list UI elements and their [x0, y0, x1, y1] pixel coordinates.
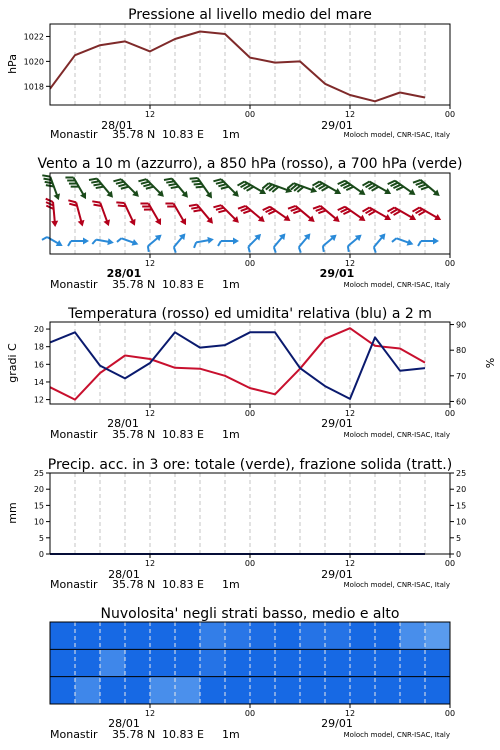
cloud-cell: [125, 622, 151, 650]
wind-arrow-head: [207, 236, 214, 244]
x-tick-label: 00: [444, 709, 456, 718]
y-tick-label: 1020: [23, 57, 44, 67]
wind-barb: [392, 234, 415, 249]
humidity-ylabel: %: [483, 357, 496, 369]
location-elev: 1m: [222, 278, 240, 291]
x-tick-label: 00: [244, 259, 256, 268]
y-tick-label: 25: [33, 469, 44, 478]
wind-barb: [363, 202, 393, 226]
cloud-cell: [125, 677, 151, 705]
x-tick-label: 00: [244, 110, 256, 119]
wind-barb: [338, 202, 368, 227]
wind-arrow-head: [83, 238, 89, 245]
cloud-cell: [250, 622, 276, 650]
precip-footer: [50, 568, 450, 591]
location-name: Monastir: [50, 278, 98, 291]
wind-barb: [418, 238, 439, 247]
location-lon: 10.83 E: [162, 728, 204, 741]
wind-barb: [42, 172, 62, 203]
model-credit: Moloch model, CNR-ISAC, Italy: [343, 581, 450, 589]
cloud-cell: [325, 677, 351, 705]
wind-arrow-feather: [418, 241, 421, 246]
wind-barb: [138, 174, 166, 202]
cloud-cell: [375, 649, 401, 677]
wind-barb: [42, 232, 64, 250]
y-tick-label: 20: [456, 485, 467, 495]
cloud-cell: [250, 649, 276, 677]
pressure-line: [50, 32, 425, 102]
wind-barb: [140, 198, 164, 228]
y-tick-label: 5: [38, 533, 44, 543]
cloud-cell: [425, 677, 451, 705]
y-tick-label: 15: [456, 501, 467, 511]
cloud-cell: [225, 677, 251, 705]
wind-arrow-feather: [92, 239, 96, 244]
humidity-y-ticks: [450, 321, 466, 407]
y-tick-label: 5: [456, 533, 462, 543]
x-tick-label: 12: [144, 259, 156, 268]
cloud-cell: [175, 622, 201, 650]
y-tick-label: 1022: [23, 32, 44, 42]
cloud-cell: [75, 622, 101, 650]
wind-arrow-feather: [272, 247, 278, 253]
clouds-panel: [50, 606, 455, 741]
date-label-1: 28/01: [106, 267, 142, 280]
wind-barb-head: [103, 219, 112, 227]
wind-barb: [313, 201, 342, 228]
wind-barbs: [42, 172, 443, 253]
precip-y-ticks: [34, 469, 50, 559]
precip-frame: [50, 473, 450, 554]
precip-gridlines: [75, 473, 425, 554]
temperature-humidity-series: [50, 328, 425, 399]
location-elev: 1m: [222, 578, 240, 591]
wind-barb-head: [180, 218, 189, 227]
temperature-y-ticks: [34, 325, 50, 405]
y-tick-label: 18: [33, 342, 44, 352]
pressure-ylabel: hPa: [6, 54, 19, 74]
temperature-ylabel: gradi C: [6, 343, 19, 383]
cloud-cell: [275, 677, 301, 705]
wind-barb: [164, 173, 191, 202]
wind-barb: [388, 202, 418, 226]
wind-barb: [213, 174, 241, 202]
pressure-time-axis: [145, 105, 455, 119]
y-tick-label: 1018: [23, 82, 44, 92]
x-tick-label: 00: [244, 709, 256, 718]
temperature-footer: [50, 417, 450, 441]
cloud-cell: [100, 677, 126, 705]
cloud-cell: [150, 677, 176, 705]
wind-barb: [68, 198, 86, 229]
location-lat: 35.78 N: [112, 278, 156, 291]
wind-barb: [338, 176, 368, 201]
location-lat: 35.78 N: [112, 578, 156, 591]
y-tick-label: 15: [33, 501, 44, 511]
pressure-y-ticks: [24, 32, 50, 91]
wind-arrow-head: [107, 238, 114, 246]
wind-arrow-feather: [372, 247, 378, 253]
precip-ylabel: mm: [6, 502, 19, 524]
cloud-cell: [200, 649, 226, 677]
wind-time-axis: [145, 254, 455, 268]
cloud-cell: [50, 649, 76, 677]
y-tick-label: 20: [33, 325, 44, 335]
y-tick-label: 25: [456, 469, 467, 478]
cloud-cell: [150, 622, 176, 650]
wind-barb: [369, 231, 389, 253]
wind-barb: [193, 236, 215, 248]
y-tick-label: 10: [33, 517, 44, 527]
wind-barb-head: [129, 219, 138, 227]
cloud-cell: [75, 649, 101, 677]
wind-barb: [116, 198, 138, 229]
wind-arrow-feather: [246, 247, 252, 253]
cloud-cell: [400, 622, 426, 650]
model-credit: Moloch model, CNR-ISAC, Italy: [343, 131, 450, 139]
wind-barb: [318, 232, 340, 252]
wind-barb: [92, 236, 114, 248]
wind-barb-head: [53, 193, 62, 201]
wind-barb-head: [334, 188, 343, 197]
model-credit: Moloch model, CNR-ISAC, Italy: [343, 281, 450, 289]
date-label-1: 28/01: [108, 568, 140, 581]
wind-barb: [413, 202, 443, 226]
location-lon: 10.83 E: [162, 428, 204, 441]
cloud-cell: [75, 677, 101, 705]
location-elev: 1m: [222, 428, 240, 441]
y-tick-label: 14: [33, 377, 44, 387]
clouds-time-axis: [145, 704, 455, 718]
clouds-footer: [50, 717, 450, 741]
wind-barb: [413, 175, 442, 202]
wind-barb-head: [384, 214, 393, 223]
wind-barb: [313, 176, 343, 200]
wind-arrow-feather: [42, 236, 47, 242]
pressure-series: [50, 32, 425, 102]
wind-barb: [269, 231, 289, 253]
x-tick-label: 00: [444, 259, 456, 268]
cloud-cell: [375, 677, 401, 705]
cloud-cell: [225, 649, 251, 677]
cloud-cell: [375, 622, 401, 650]
x-tick-label: 12: [144, 110, 156, 119]
wind-arrow-feather: [68, 241, 71, 246]
location-lon: 10.83 E: [162, 578, 204, 591]
cloud-cell: [325, 622, 351, 650]
cloud-cell: [175, 649, 201, 677]
location-lon: 10.83 E: [162, 278, 204, 291]
pressure-title: Pressione al livello medio del mare: [128, 7, 372, 23]
wind-barb: [189, 199, 216, 228]
cloud-cell: [350, 677, 376, 705]
wind-arrow-feather: [172, 247, 178, 253]
x-tick-label: 12: [344, 259, 356, 268]
y-tick-label: 0: [456, 550, 462, 559]
temperature-panel: [6, 306, 496, 441]
wind-barb: [218, 238, 239, 247]
cloud-cell: [250, 677, 276, 705]
model-credit: Moloch model, CNR-ISAC, Italy: [343, 431, 450, 439]
wind-arrow-head: [433, 238, 439, 245]
temperature-frame: [50, 322, 450, 404]
cloud-cell: [200, 677, 226, 705]
precip-panel: [6, 457, 466, 591]
wind-barb: [288, 179, 319, 199]
y-tick-label: 10: [456, 517, 467, 527]
wind-barb: [68, 238, 89, 247]
x-tick-label: 00: [444, 110, 456, 119]
model-credit: Moloch model, CNR-ISAC, Italy: [343, 731, 450, 739]
wind-barb-head: [310, 186, 318, 195]
cloud-cell: [100, 649, 126, 677]
wind-arrow-feather: [392, 237, 397, 243]
wind-arrow-feather: [193, 242, 197, 247]
pressure-gridlines: [75, 24, 425, 105]
wind-arrow-head: [132, 239, 140, 248]
x-tick-label: 12: [144, 559, 156, 568]
temperature-title: Temperatura (rosso) ed umidita' relativa (blu) a 2 m: [68, 306, 432, 322]
wind-barb: [288, 201, 317, 228]
wind-arrow-head: [407, 239, 415, 248]
precip-time-axis: [145, 554, 455, 568]
cloud-cell: [50, 677, 76, 705]
cloud-cell: [425, 649, 451, 677]
wind-footer: [50, 267, 450, 291]
wind-barb-head: [155, 218, 164, 227]
wind-barb: [244, 231, 265, 252]
temperature-gridlines: [75, 322, 425, 404]
date-label-1: 28/01: [108, 717, 140, 730]
precip-y-ticks-right: [450, 469, 466, 559]
wind-barb-head: [409, 214, 418, 223]
wind-barb-head: [80, 192, 89, 201]
wind-arrow-feather: [297, 247, 303, 253]
cloud-cell: [300, 649, 326, 677]
y-tick-label: 12: [33, 395, 44, 405]
wind-barb-head: [434, 214, 443, 223]
y-tick-label: 0: [38, 550, 44, 559]
date-label-2: 29/01: [321, 417, 353, 430]
temperature-time-axis: [145, 404, 455, 418]
cloud-cell: [275, 622, 301, 650]
cloud-cell: [350, 649, 376, 677]
x-tick-label: 12: [344, 709, 356, 718]
wind-barb: [213, 200, 241, 228]
location-lat: 35.78 N: [112, 428, 156, 441]
wind-barb: [117, 234, 140, 249]
wind-barb: [169, 231, 189, 253]
date-label-1: 28/01: [101, 119, 133, 132]
cloud-cell: [175, 677, 201, 705]
wind-barb-head: [384, 188, 393, 197]
date-label-2: 29/01: [321, 568, 353, 581]
y-tick-label: 20: [33, 485, 44, 495]
date-label-2: 29/01: [321, 119, 353, 132]
x-tick-label: 12: [344, 110, 356, 119]
date-label-2: 29/01: [319, 267, 355, 280]
wind-barb: [46, 198, 59, 228]
cloud-cell: [350, 622, 376, 650]
cloud-cell: [200, 622, 226, 650]
cloud-cell: [50, 622, 76, 650]
x-tick-label: 00: [444, 559, 456, 568]
wind-barb: [263, 202, 293, 227]
x-tick-label: 00: [244, 559, 256, 568]
cloud-cell: [275, 649, 301, 677]
cloud-cell: [150, 649, 176, 677]
date-label-1: 28/01: [107, 417, 139, 430]
clouds-title: Nuvolosita' negli strati basso, medio e alto: [100, 606, 400, 622]
y-tick-label: 80: [456, 346, 467, 356]
wind-panel: [37, 156, 462, 291]
wind-barb: [92, 198, 112, 229]
wind-barb-head: [51, 221, 58, 228]
cloud-cell: [325, 649, 351, 677]
y-tick-label: 60: [456, 397, 467, 407]
wind-barb: [294, 231, 314, 253]
pressure-panel: [6, 7, 455, 141]
x-tick-label: 12: [144, 709, 156, 718]
cloud-cell: [400, 649, 426, 677]
wind-barb: [343, 232, 365, 252]
location-name: Monastir: [50, 428, 98, 441]
wind-arrow-feather: [117, 237, 122, 243]
x-tick-label: 12: [144, 409, 156, 418]
wind-barb: [165, 198, 189, 228]
pressure-footer: [50, 119, 450, 141]
location-name: Monastir: [50, 578, 98, 591]
wind-barb: [190, 173, 215, 203]
wind-barb: [143, 232, 165, 252]
location-lat: 35.78 N: [112, 128, 156, 141]
pressure-frame: [50, 24, 450, 105]
y-tick-label: 16: [33, 360, 44, 370]
y-tick-label: 70: [456, 371, 467, 381]
precip-title: Precip. acc. in 3 ore: totale (verde), frazione solida (tratt.): [47, 457, 453, 473]
wind-arrow-head: [56, 240, 65, 249]
location-name: Monastir: [50, 728, 98, 741]
cloud-cell: [100, 622, 126, 650]
wind-arrow-feather: [218, 241, 221, 246]
location-lat: 35.78 N: [112, 728, 156, 741]
wind-title: Vento a 10 m (azzurro), a 850 hPa (rosso), a 700 hPa (verde): [37, 156, 463, 172]
wind-barb: [113, 174, 141, 202]
location-elev: 1m: [222, 728, 240, 741]
wind-barb-head: [78, 220, 86, 228]
x-tick-label: 12: [344, 409, 356, 418]
cloud-cell: [300, 622, 326, 650]
wind-barb: [89, 173, 116, 202]
wind-barb: [388, 176, 418, 201]
wind-arrow-head: [233, 238, 239, 245]
location-elev: 1m: [222, 128, 240, 141]
cloud-cell: [125, 649, 151, 677]
location-name: Monastir: [50, 128, 98, 141]
wind-barb: [238, 201, 267, 228]
x-tick-label: 00: [444, 409, 456, 418]
cloud-cell: [225, 622, 251, 650]
y-tick-label: 90: [456, 320, 467, 330]
wind-barb: [363, 176, 393, 200]
x-tick-label: 12: [344, 559, 356, 568]
cloud-cell: [425, 622, 451, 650]
date-label-2: 29/01: [321, 717, 353, 730]
location-lon: 10.83 E: [162, 128, 204, 141]
wind-barb: [65, 172, 89, 202]
cloud-cell: [300, 677, 326, 705]
x-tick-label: 00: [244, 409, 256, 418]
cloud-cell: [400, 677, 426, 705]
